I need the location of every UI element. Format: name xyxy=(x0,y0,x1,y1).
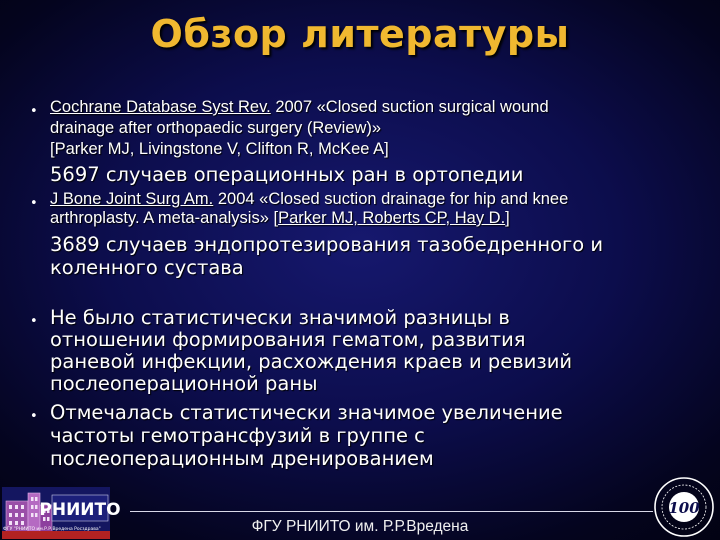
ref2-journal: J Bone Joint Surg Am. xyxy=(50,190,214,208)
logo-right-text: 100 xyxy=(668,499,700,517)
ref1-line2: drainage after orthopaedic surgery (Review)» xyxy=(50,119,382,137)
bullet-conclusion2: • xyxy=(30,409,38,424)
bullet-ref2: • xyxy=(30,196,38,211)
conclusion2-line3: послеоперационным дренированием xyxy=(50,447,434,470)
conclusion1-line2: отношении формирования гематом, развития xyxy=(50,328,526,351)
conclusion2-line1: Отмечалась статистически значимое увеличение xyxy=(50,401,563,424)
ref2-summary-line1: 3689 случаев эндопротезирования тазобедренного и xyxy=(50,233,604,256)
footer-institute: ФГУ РНИИТО им. Р.Р.Вредена xyxy=(251,518,469,535)
conclusion1-line3: раневой инфекции, расхождения краев и ревизий xyxy=(50,350,573,373)
ref2-title-start: 2004 «Closed suction drainage for hip and knee xyxy=(213,190,569,208)
ref2-line2-post: ] xyxy=(505,209,510,227)
anniversary-seal-logo xyxy=(653,476,715,538)
conclusion2-line2: частоты гемотрансфузий в группе с xyxy=(50,424,425,447)
ref1-line1 xyxy=(50,98,549,117)
conclusion1-line1: Не было статистически значимой разницы в xyxy=(50,306,510,329)
bullet-conclusion1: • xyxy=(30,314,38,329)
ref2-line2-pre: arthroplasty. A meta-analysis» [ xyxy=(50,209,279,227)
ref2-line1 xyxy=(50,190,568,209)
ref1-title-start: 2007 «Closed suction surgical wound xyxy=(270,98,549,116)
ref1-authors: [Parker MJ, Livingstone V, Clifton R, McKee A] xyxy=(50,140,389,158)
slide-title: Обзор литературы xyxy=(150,12,570,56)
logo-left-caption: ФГУ "РНИИТО им.Р.Р.Вредена Росздрава" xyxy=(3,527,101,532)
ref1-journal: Cochrane Database Syst Rev. xyxy=(50,98,271,116)
ref2-authors: Parker MJ, Roberts CP, Hay D. xyxy=(278,209,506,227)
footer-divider xyxy=(130,511,653,512)
conclusion1-line4: послеоперационной раны xyxy=(50,372,318,395)
ref2-summary-line2: коленного сустава xyxy=(50,256,244,279)
bullet-ref1: • xyxy=(30,104,38,119)
ref1-summary: 5697 случаев операционных ран в ортопедии xyxy=(50,163,524,186)
logo-left-text: РНИИТО xyxy=(39,500,121,520)
ref2-line2 xyxy=(50,209,510,228)
